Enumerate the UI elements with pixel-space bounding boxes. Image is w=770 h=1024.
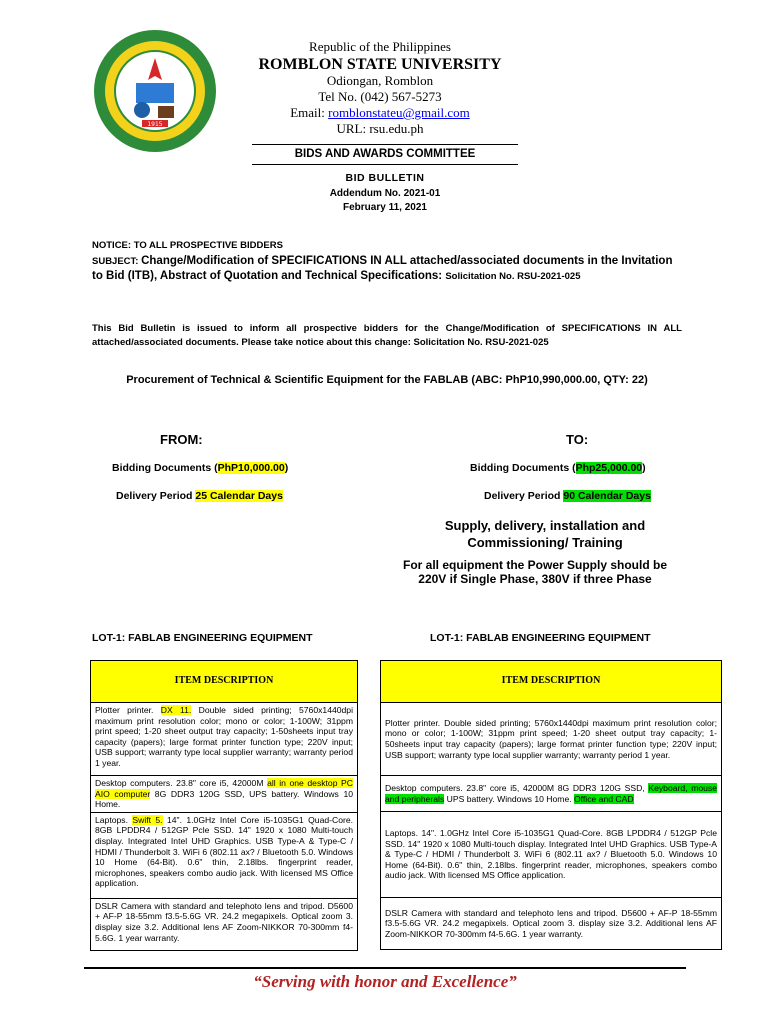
table-header: ITEM DESCRIPTION	[381, 661, 722, 703]
table-row: DSLR Camera with standard and telephoto lens and tripod. D5600 + AF-P 18-55mm f3.5-5.6G VR. 24.2 megapixels. Optical zoom 3. display size 3.2. Additional lens AF Zoom-NIKKOR 70-300mm f4-5.6G. 1 year warranty.	[91, 898, 358, 950]
footer-divider	[84, 967, 686, 969]
table-row: Laptops. Swift 5. 14". 1.0GHz Intel Core i5-1035G1 Quad-Core. 8GB LPDDR4 / 512GP Pcle SSD. 14" 1920 x 1080 Multi-touch display. Integrated Intel UHD Graphics. USB Type-A & Type-C / HDMI / Thunderbolt 3. WiFi 6 (802.11 ax? / Bluetooth 5.0. Windows 10 Home (64-Bit). 0.6" thin, 2.18lbs. fingerprint reader, microphones, speakers combo audio jack. With licensed MS Office application.	[91, 812, 358, 898]
notice-line: NOTICE: TO ALL PROSPECTIVE BIDDERS	[92, 240, 283, 251]
email-line: Email: romblonstateu@gmail.com	[290, 105, 470, 120]
location-line: Odiongan, Romblon	[326, 73, 434, 88]
procurement-title: Procurement of Technical & Scientific Equipment for the FABLAB (ABC: PhP10,990,000.00, QTY: 22)	[126, 374, 648, 386]
email-link[interactable]: romblonstateu@gmail.com	[328, 105, 470, 120]
bulletin-title: BID BULLETIN	[345, 172, 425, 184]
university-seal-logo	[92, 28, 218, 154]
table-row: Desktop computers. 23.8" core i5, 42000M all in one desktop PC AIO computer 8G DDR3 120G SSD, UPS battery. Windows 10 Home.	[91, 776, 358, 813]
table-header: ITEM DESCRIPTION	[91, 661, 358, 703]
tel-line: Tel No. (042) 567-5273	[318, 89, 442, 104]
table-row: Plotter printer. DX 11. Double sided printing; 5760x1440dpi maximum print resolution color; mono or color; 1-100W; 31ppm print speed; 1-20 sheet output tray capacity; 1-50sheets input tray capacity (papers); large format printer function type; 220V input; USB support; warranty type local supplier warranty; warranty period 1 year.	[91, 703, 358, 776]
addendum-number: Addendum No. 2021-01	[329, 188, 441, 199]
to-heading: TO:	[566, 432, 589, 447]
to-items-table	[380, 660, 722, 950]
intro-paragraph: This Bid Bulletin is issued to inform all prospective bidders for the Change/Modification of SPECIFICATIONS IN ALL attached/associated documents. Please take notice about this change: Solicitation No. RSU-2021-025	[92, 323, 682, 348]
divider	[252, 144, 518, 145]
table-row: Plotter printer. Double sided printing; 5760x1440dpi maximum print resolution color; mono or color; 1-100W; 31ppm print speed; 1-20 sheet output tray capacity; 1-50sheets input tray capacity (papers); large format printer function type; 220V input; USB support; warranty type local supplier warranty; warranty period 1 year.	[381, 703, 722, 776]
to-bidding-documents: Bidding Documents (Php25,000.00)	[470, 462, 646, 474]
republic-line: Republic of the Philippines	[309, 39, 451, 54]
supply-note: Supply, delivery, installation and Commissioning/ Training	[444, 518, 646, 550]
footer-motto: “Serving with honor and Excellence”	[253, 972, 517, 991]
letterhead	[230, 38, 530, 137]
table-row: Laptops. 14". 1.0GHz Intel Core i5-1035G1 Quad-Core. 8GB LPDDR4 / 512GP Pcle SSD. 14" 1920 x 1080 Multi-touch display. Integrated Intel UHD Graphics. USB Type-A & Type-C / HDMI / Thunderbolt 3. WiFi 6 (802.11 ax? / Bluetooth 5.0. Windows 10 Home (64-Bit). 0.6" thin, 2.18lbs. fingerprint reader, microphones, speakers combo audio jack. With licensed MS Office application.	[381, 812, 722, 898]
lot-right-title: LOT-1: FABLAB ENGINEERING EQUIPMENT	[430, 632, 651, 644]
university-name: ROMBLON STATE UNIVERSITY	[258, 56, 502, 73]
from-items-table	[90, 660, 358, 951]
subject-line: SUBJECT: Change/Modification of SPECIFICATIONS IN ALL attached/associated documents in the Invitation to Bid (ITB), Abstract of Quotation and Technical Specifications: Solicitation No. RSU-2021-025	[92, 255, 673, 282]
table-row: DSLR Camera with standard and telephoto lens and tripod. D5600 + AF-P 18-55mm f3.5-5.6G VR. 24.2 megapixels. Optical zoom 3. display size 3.2. Additional lens AF Zoom-NIKKOR 70-300mm f4-5.6G. 1 year warranty.	[381, 898, 722, 950]
from-delivery-period: Delivery Period 25 Calendar Days	[116, 490, 283, 502]
bulletin-date: February 11, 2021	[343, 202, 427, 213]
to-delivery-period: Delivery Period 90 Calendar Days	[484, 490, 651, 502]
url-line: URL: rsu.edu.ph	[336, 121, 424, 136]
power-supply-note: For all equipment the Power Supply should be 220V if Single Phase, 380V if three Phase	[402, 558, 668, 586]
from-bidding-documents: Bidding Documents (PhP10,000.00)	[112, 462, 289, 474]
lot-left-title: LOT-1: FABLAB ENGINEERING EQUIPMENT	[92, 632, 313, 644]
svg-text:1915: 1915	[147, 121, 163, 128]
from-heading: FROM:	[160, 432, 203, 447]
committee-title: BIDS AND AWARDS COMMITTEE	[294, 148, 476, 160]
divider	[252, 164, 518, 165]
table-row: Desktop computers. 23.8" core i5, 42000M 8G DDR3 120G SSD, Keyboard, mouse and peripherals UPS battery. Windows 10 Home. Office and CAD	[381, 776, 722, 812]
